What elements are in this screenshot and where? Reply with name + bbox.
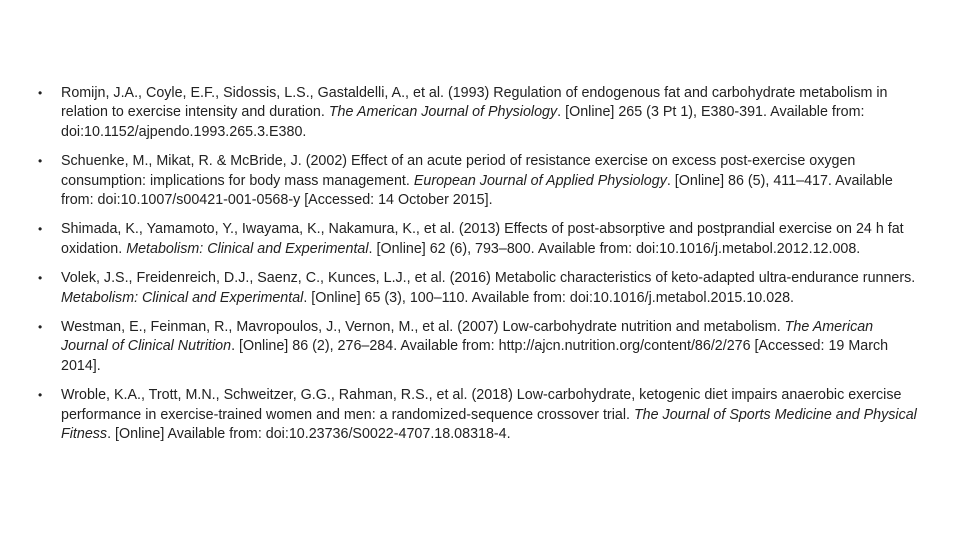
reference-item [38, 84, 918, 142]
reference-details: . [Online] 65 (3), 100–110. Available from: doi:10.1016/j.metabol.2015.10.028. [303, 289, 795, 306]
reference-item [38, 386, 918, 444]
bullet-icon: • [38, 271, 43, 286]
reference-authors-title: Wroble, K.A., Trott, M.N., Schweitzer, G.G., Rahman, R.S., et al. (2018) Low-carbohydrate, ketogenic diet impairs anaerobic exercise performance in exercise-trained women and men: a randomized-sequence crossover trial. [61, 387, 902, 423]
reference-list [38, 84, 918, 455]
bullet-icon: • [38, 320, 43, 335]
reference-details: . [Online] 86 (2), 276–284. Available from: http://ajcn.nutrition.org/content/86/2/276 [Accessed: 19 March 2014]. [61, 338, 889, 374]
reference-text [61, 153, 893, 208]
reference-authors-title: Volek, J.S., Freidenreich, D.J., Saenz, C., Kunces, L.J., et al. (2016) Metabolic characteristics of keto-adapted ultra-endurance runners. [61, 270, 916, 287]
reference-authors-title: Shimada, K., Yamamoto, Y., Iwayama, K., Nakamura, K., et al. (2013) Effects of post-absorptive and postprandial exercise on 24 h fat oxidation. [61, 221, 904, 257]
bullet-icon: • [38, 154, 43, 169]
reference-journal: Metabolism: Clinical and Experimental [126, 240, 369, 257]
reference-journal: The American Journal of Physiology [328, 104, 558, 121]
reference-journal: The American Journal of Clinical Nutrition [61, 319, 874, 355]
reference-item [38, 220, 918, 259]
reference-details: . [Online] Available from: doi:10.23736/S0022-4707.18.08318-4. [107, 426, 511, 443]
reference-details: . [Online] 86 (5), 411–417. Available from: doi:10.1007/s00421-001-0568-y [Accessed: 14 October 2015]. [61, 172, 893, 209]
bullet-icon: • [38, 86, 43, 100]
reference-item [38, 152, 918, 210]
reference-item [38, 269, 918, 308]
reference-text [61, 85, 887, 140]
reference-journal: European Journal of Applied Physiology [413, 172, 667, 189]
reference-journal: The Journal of Sports Medicine and Physical Fitness [61, 406, 917, 443]
bullet-icon: • [38, 388, 43, 403]
reference-text [61, 319, 888, 374]
reference-journal: Metabolism: Clinical and Experimental [61, 289, 304, 306]
bullet-icon: • [38, 222, 43, 237]
reference-authors-title: Schuenke, M., Mikat, R. & McBride, J. (2002) Effect of an acute period of resistance exercise on excess post-exercise oxygen consumption: implications for body mass management. [61, 153, 856, 189]
reference-text [61, 270, 915, 305]
reference-details: . [Online] 265 (3 Pt 1), E380-391. Available from: doi:10.1152/ajpendo.1993.265.3.E380. [61, 104, 865, 140]
reference-text [61, 387, 917, 442]
reference-authors-title: Westman, E., Feinman, R., Mavropoulos, J., Vernon, M., et al. (2007) Low-carbohydrate nutrition and metabolism. [61, 319, 785, 336]
reference-text [61, 221, 904, 256]
reference-details: . [Online] 62 (6), 793–800. Available from: doi:10.1016/j.metabol.2012.12.008. [368, 240, 861, 257]
reference-item [38, 318, 918, 376]
reference-authors-title: Romijn, J.A., Coyle, E.F., Sidossis, L.S., Gastaldelli, A., et al. (1993) Regulation of endogenous fat and carbohydrate metabolism in relation to exercise intensity and duration. [61, 85, 888, 121]
